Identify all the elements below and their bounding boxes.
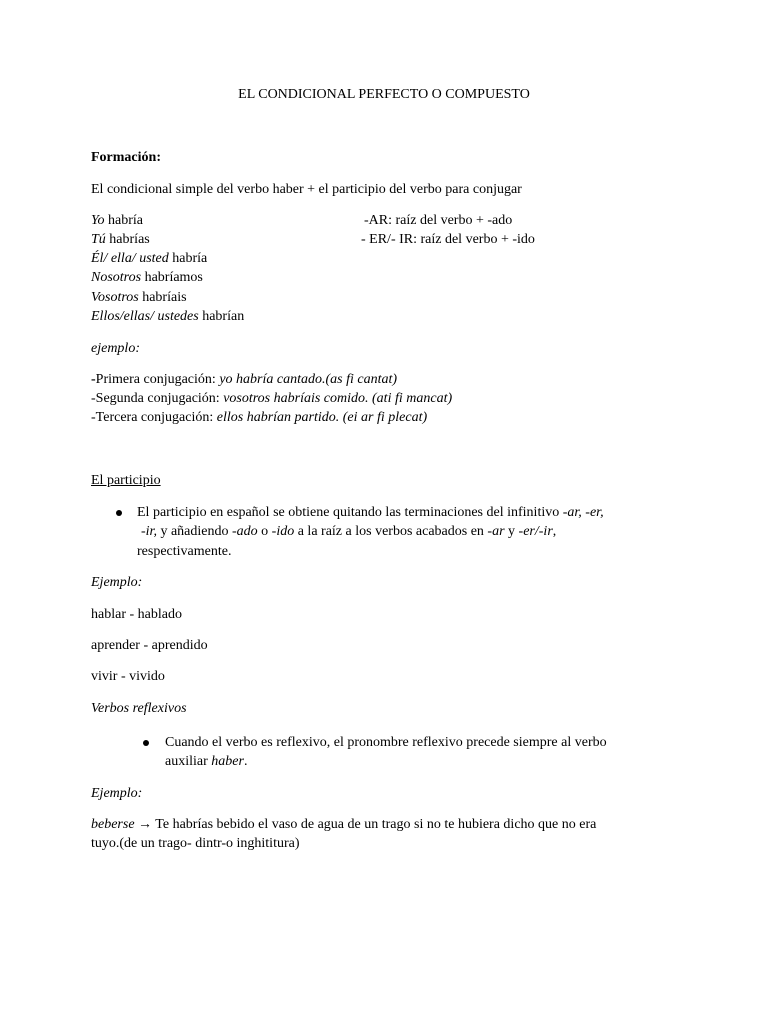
conjugation-row — [91, 212, 143, 230]
pronoun: Vosotros — [91, 290, 139, 305]
pronoun: Tú — [91, 232, 106, 247]
text-italic: -ado — [231, 524, 258, 539]
text-italic: -ar — [487, 524, 505, 539]
reflexivos-example-line — [91, 816, 596, 834]
pronoun: Él/ ella/ usted — [91, 251, 169, 266]
example-text: vosotros habríais comido. (ati fi mancat) — [223, 391, 453, 406]
conjugation-row — [91, 269, 203, 287]
dash: - — [91, 372, 96, 387]
text: o — [257, 524, 272, 539]
pronoun: Ellos/ellas/ ustedes — [91, 309, 199, 324]
verb-form: habrías — [109, 232, 150, 247]
example-line-label: Primera conjugación: — [95, 372, 220, 387]
example-line-label: Segunda conjugación: — [95, 391, 224, 406]
arrow-icon: → — [134, 817, 156, 832]
conjugation-row — [91, 289, 187, 307]
participle-example: vivir - vivido — [91, 669, 165, 684]
verb-form: habrían — [202, 309, 245, 324]
text-italic: -ar, -er, — [562, 505, 604, 520]
verb-form: habríais — [142, 290, 187, 305]
ejemplo-label: ejemplo: — [91, 341, 140, 356]
reflexivos-bullet-line — [165, 753, 247, 771]
conjugation-row — [91, 308, 244, 326]
text: El participio en español se obtiene quitando las terminaciones del infinitivo — [137, 505, 563, 520]
text: auxiliar — [165, 754, 212, 769]
participio-bullet-line — [137, 504, 604, 522]
example-text: yo habría cantado.(as fi cantat) — [219, 372, 398, 387]
reflexive-verb: beberse — [91, 817, 135, 832]
rule-ar: -AR: raíz del verbo + -ado — [364, 213, 513, 228]
bullet-icon — [116, 510, 122, 516]
text: y añadiendo — [156, 524, 232, 539]
formacion-intro: El condicional simple del verbo haber + el participio del verbo para conjugar — [91, 182, 522, 197]
participio-bullet-line: respectivamente. — [137, 544, 232, 559]
verb-form: habría — [108, 213, 143, 228]
reflexivos-bullet-line: Cuando el verbo es reflexivo, el pronombre reflexivo precede siempre al verbo — [165, 735, 607, 750]
conjugation-row — [91, 250, 207, 268]
example-line — [91, 409, 427, 427]
reflexivos-example-line: tuyo.(de un trago- dintr-o inghititura) — [91, 836, 300, 851]
text: y — [504, 524, 519, 539]
text-italic: haber — [211, 754, 244, 769]
text-italic: -er/-ir — [518, 524, 553, 539]
bullet-icon — [143, 740, 149, 746]
pronoun: Nosotros — [91, 270, 142, 285]
example-sentence: Te habrías bebido el vaso de agua de un trago si no te hubiera dicho que no era — [155, 817, 597, 832]
conjugation-row — [91, 231, 150, 249]
dash: - — [91, 410, 96, 425]
page-title: EL CONDICIONAL PERFECTO O COMPUESTO — [238, 87, 530, 102]
reflexivos-example-label: Ejemplo: — [91, 786, 143, 801]
dash: - — [91, 391, 96, 406]
example-text: ellos habrían partido. (ei ar fi plecat) — [216, 410, 428, 425]
formacion-heading: Formación: — [91, 150, 161, 165]
example-line — [91, 371, 397, 389]
participio-heading: El participio — [91, 473, 161, 488]
rule-er-ir: - ER/- IR: raíz del verbo + -ido — [361, 232, 535, 247]
text: . — [243, 754, 248, 769]
text-italic: -ir, — [141, 524, 157, 539]
pronoun: Yo — [91, 213, 105, 228]
text: a la raíz a los verbos acabados en — [294, 524, 488, 539]
verb-form: habría — [172, 251, 208, 266]
participle-example: hablar - hablado — [91, 607, 182, 622]
example-line-label: Tercera conjugación: — [95, 410, 217, 425]
reflexivos-heading: Verbos reflexivos — [91, 701, 187, 716]
participio-bullet-line — [141, 523, 556, 541]
participio-example-label: Ejemplo: — [91, 575, 143, 590]
text-italic: -ido — [271, 524, 295, 539]
text: , — [552, 524, 557, 539]
verb-form: habríamos — [144, 270, 203, 285]
example-line — [91, 390, 452, 408]
participle-example: aprender - aprendido — [91, 638, 208, 653]
